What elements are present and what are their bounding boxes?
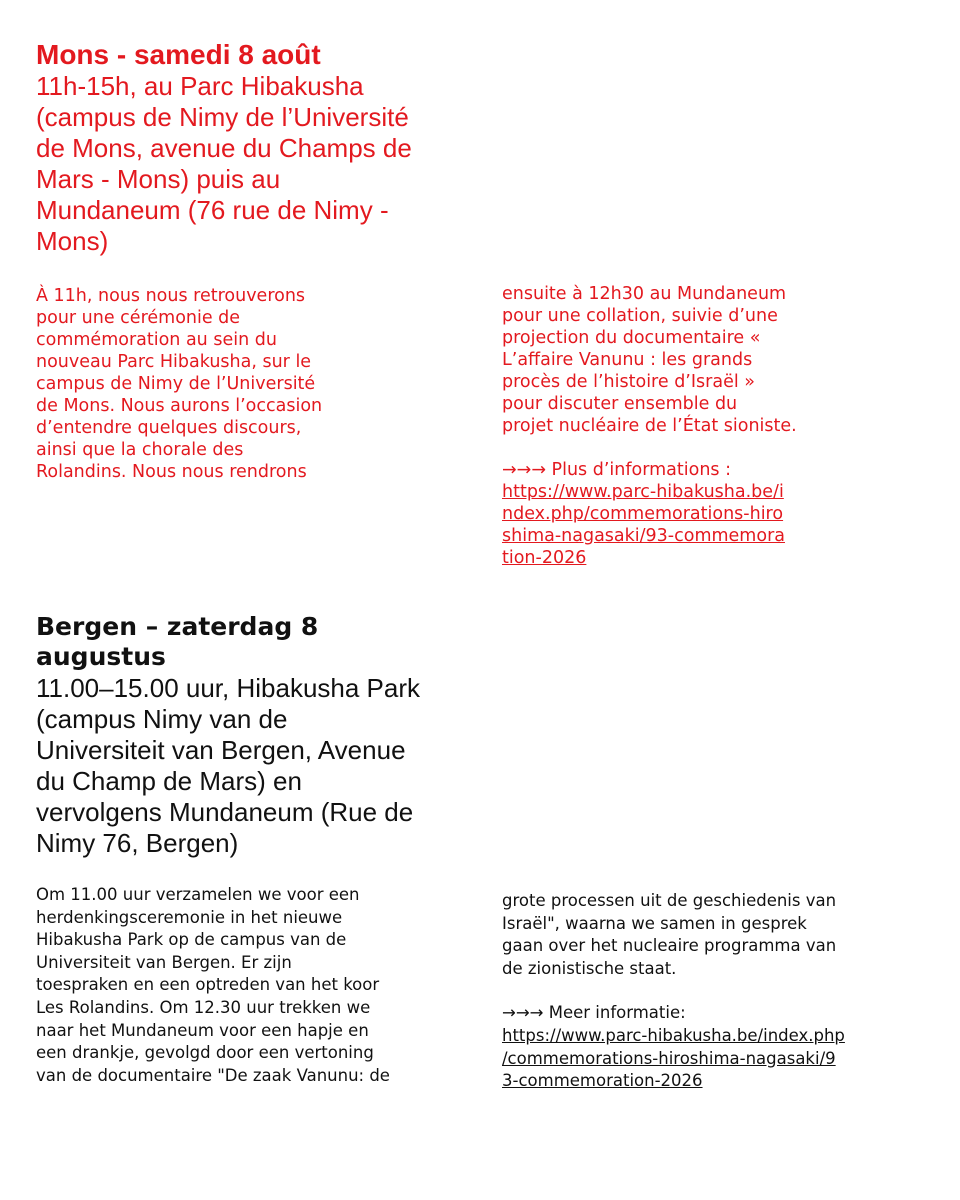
- bergen-body-line: herdenkingsceremonie in het nieuwe: [36, 907, 343, 927]
- bergen-body-left: [36, 884, 486, 1087]
- mons-body-line: ensuite à 12h30 au Mundaneum: [502, 284, 787, 304]
- mons-body-line: campus de Nimy de l’Université: [36, 374, 316, 394]
- bergen-subtitle-line: Universiteit van Bergen, Avenue: [36, 735, 406, 765]
- mons-link-line: tion-2026: [502, 548, 587, 568]
- mons-body-line: pour une collation, suivie d’une: [502, 306, 778, 326]
- bergen-subtitle: [36, 673, 926, 859]
- mons-body-line: commémoration au sein du: [36, 330, 277, 350]
- bergen-body-line: een drankje, gevolgd door een vertoning: [36, 1043, 374, 1063]
- bergen-body-line: toespraken en een optreden van het koor: [36, 975, 380, 995]
- mons-info-link[interactable]: [502, 481, 922, 569]
- bergen-section: [36, 612, 926, 1112]
- bergen-info-link[interactable]: [502, 1025, 926, 1093]
- mons-subtitle: [36, 71, 926, 257]
- mons-body-line: procès de l’histoire d’Israël »: [502, 372, 755, 392]
- mons-body-line: pour discuter ensemble du: [502, 394, 738, 414]
- bergen-body-line: Om 11.00 uur verzamelen we voor een: [36, 885, 360, 904]
- mons-link-line: ndex.php/commemorations-hiro: [502, 504, 784, 524]
- mons-body-line: L’affaire Vanunu : les grands: [502, 350, 753, 370]
- bergen-subtitle-line: (campus Nimy van de: [36, 704, 288, 734]
- mons-title: Mons - samedi 8 août: [36, 39, 321, 70]
- mons-body-right: [502, 283, 922, 569]
- mons-body-line: ainsi que la chorale des: [36, 440, 244, 460]
- bergen-body-line: de zionistische staat.: [502, 958, 677, 978]
- mons-subtitle-line: (campus de Nimy de l’Université: [36, 102, 409, 132]
- bergen-link-line: 3-commemoration-2026: [502, 1071, 703, 1091]
- bergen-link-line: /commemorations-hiroshima-nagasaki/9: [502, 1048, 836, 1068]
- mons-subtitle-line: Mars - Mons) puis au: [36, 164, 281, 194]
- mons-body-line: de Mons. Nous aurons l’occasion: [36, 396, 323, 416]
- bergen-body-line: Israël", waarna we samen in gesprek: [502, 913, 807, 933]
- bergen-link-line: https://www.parc-hibakusha.be/index.php: [502, 1025, 845, 1045]
- bergen-body-line: naar het Mundaneum voor een hapje en: [36, 1020, 369, 1040]
- mons-subtitle-line: Mons): [36, 226, 109, 256]
- bergen-more-info: →→→ Meer informatie:: [502, 1003, 686, 1023]
- bergen-subtitle-line: Nimy 76, Bergen): [36, 828, 239, 858]
- bergen-body-line: Hibakusha Park op de campus van de: [36, 930, 347, 950]
- mons-body-left: [36, 285, 476, 483]
- mons-section: [36, 40, 926, 580]
- mons-subtitle-line: de Mons, avenue du Champs de: [36, 133, 412, 163]
- mons-more-info: →→→ Plus d’informations :: [502, 460, 731, 480]
- bergen-body-right: [502, 890, 926, 1093]
- bergen-title: [36, 612, 476, 672]
- bergen-subtitle-line: vervolgens Mundaneum (Rue de: [36, 797, 414, 827]
- mons-body-line: pour une cérémonie de: [36, 308, 241, 328]
- bergen-title-line: augustus: [36, 642, 166, 671]
- bergen-body-line: gaan over het nucleaire programma van: [502, 936, 837, 956]
- mons-body-line: nouveau Parc Hibakusha, sur le: [36, 352, 312, 372]
- mons-body-line: projet nucléaire de l’État sioniste.: [502, 416, 797, 436]
- mons-body-line: Rolandins. Nous nous rendrons: [36, 462, 307, 482]
- mons-link-line: shima-nagasaki/93-commemora: [502, 526, 785, 546]
- bergen-body-line: grote processen uit de geschiedenis van: [502, 891, 837, 910]
- bergen-body-line: Les Rolandins. Om 12.30 uur trekken we: [36, 997, 371, 1017]
- bergen-body-line: Universiteit van Bergen. Er zijn: [36, 952, 292, 972]
- bergen-subtitle-line: du Champ de Mars) en: [36, 766, 302, 796]
- mons-link-line: https://www.parc-hibakusha.be/i: [502, 482, 784, 502]
- mons-body-line: projection du documentaire «: [502, 328, 761, 348]
- bergen-title-line: Bergen – zaterdag 8: [36, 612, 319, 641]
- bergen-body-line: van de documentaire "De zaak Vanunu: de: [36, 1065, 390, 1085]
- mons-body-line: À 11h, nous nous retrouverons: [36, 286, 306, 306]
- bergen-subtitle-line: 11.00–15.00 uur, Hibakusha Park: [36, 673, 421, 703]
- mons-body-line: d’entendre quelques discours,: [36, 418, 302, 438]
- mons-subtitle-line: 11h-15h, au Parc Hibakusha: [36, 71, 364, 101]
- mons-subtitle-line: Mundaneum (76 rue de Nimy -: [36, 195, 389, 225]
